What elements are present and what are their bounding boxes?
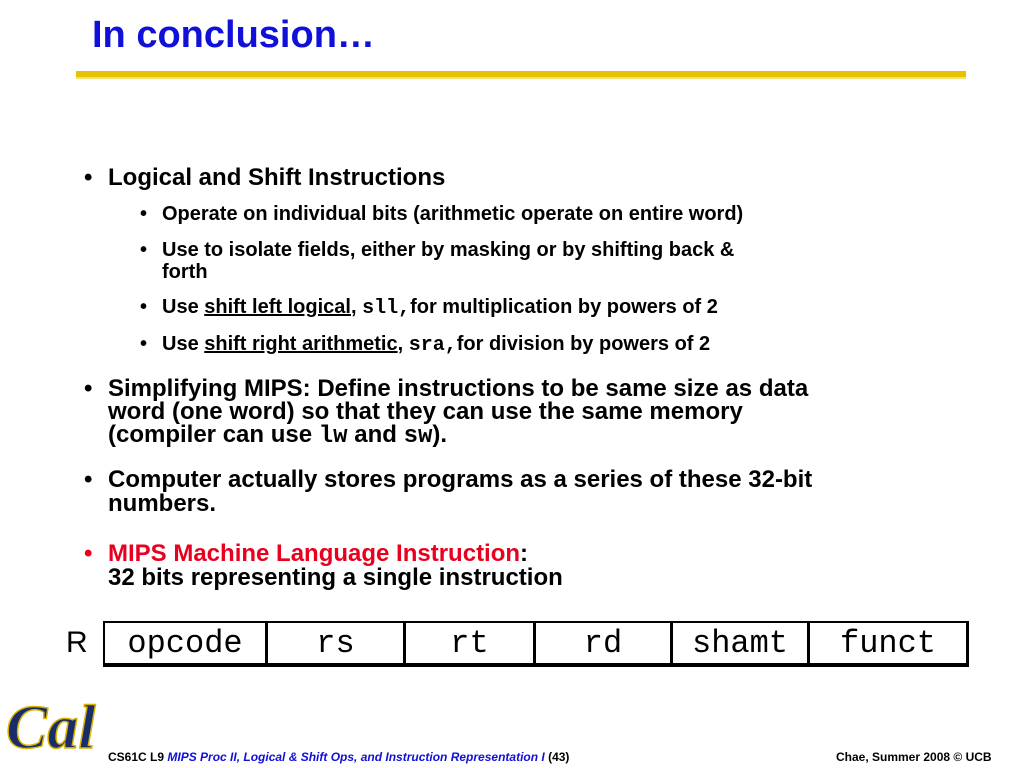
text-mid: and <box>347 421 404 448</box>
cal-logo <box>4 688 104 762</box>
bullet-dot: • <box>140 239 148 261</box>
bullet-dot: • <box>84 466 93 493</box>
bullet-text <box>162 334 710 356</box>
footer-lecture-title: MIPS Proc II, Logical & Shift Ops, and Instruction Representation I <box>167 750 545 764</box>
bullet-dot: • <box>140 333 148 355</box>
bullet-text-line1: Use to isolate fields, either by masking or by shifting back & <box>162 239 735 261</box>
field-rs: rs <box>268 623 406 663</box>
cal-logo-text: Cal <box>6 694 96 762</box>
field-opcode: opcode <box>105 623 268 663</box>
term-shift-right-arithmetic: shift right arithmetic <box>204 333 398 355</box>
bullet-text: Operate on individual bits (arithmetic operate on entire word) <box>162 203 744 225</box>
bullet-text-line1: Simplifying MIPS: Define instructions to be same size as data <box>108 375 809 402</box>
slide-title: In conclusion… <box>92 14 375 56</box>
bullet-text-line2: word (one word) so that they can use the same memory <box>108 398 743 425</box>
format-label: R <box>66 626 88 659</box>
footer-credit: Chae, Summer 2008 © UCB <box>836 750 992 764</box>
bullet-dot: • <box>84 164 93 191</box>
text-post: ). <box>432 421 448 448</box>
code-lw: lw <box>318 423 348 450</box>
code-sw: sw <box>403 423 433 450</box>
footer-course: CS61C L9 <box>108 750 168 764</box>
bullet-text: Logical and Shift Instructions <box>108 164 446 191</box>
bullet-dot: • <box>140 296 148 318</box>
bullet-text-line2: 32 bits representing a single instruction <box>108 564 563 591</box>
footer-lecture <box>108 750 569 764</box>
title-underline-shadow <box>76 77 966 79</box>
term-shift-left-logical: shift left logical <box>204 296 351 318</box>
text-post: for multiplication by powers of 2 <box>410 296 718 318</box>
field-rd: rd <box>536 623 673 663</box>
text-post: for division by powers of 2 <box>456 333 711 355</box>
bullet-text-line2: numbers. <box>108 490 217 517</box>
bullet-text-line3 <box>108 423 447 448</box>
bullet-dot: • <box>140 203 148 225</box>
footer-page: (43) <box>544 750 570 764</box>
bullet-text-line2: forth <box>162 261 208 283</box>
bullet-dot: • <box>84 375 93 402</box>
field-funct: funct <box>839 624 936 662</box>
bullet-dot: • <box>84 540 93 567</box>
code-sra: sra, <box>408 334 457 357</box>
highlight-term: MIPS Machine Language Instruction <box>108 540 521 567</box>
bullet-text-line1: Computer actually stores programs as a series of these 32-bit <box>108 466 813 493</box>
text-pre: Use <box>162 333 205 355</box>
instruction-format-table <box>103 621 969 667</box>
text-mid: , <box>350 296 363 318</box>
text-pre: Use <box>162 296 205 318</box>
field-rt: rt <box>406 623 536 663</box>
field-shamt: shamt <box>673 623 810 663</box>
bullet-text <box>162 297 718 319</box>
bullet-text-line1 <box>108 542 528 565</box>
text-colon: : <box>520 540 529 567</box>
text-pre: (compiler can use <box>108 421 319 448</box>
code-sll: sll, <box>362 297 411 320</box>
text-mid: , <box>397 333 409 355</box>
